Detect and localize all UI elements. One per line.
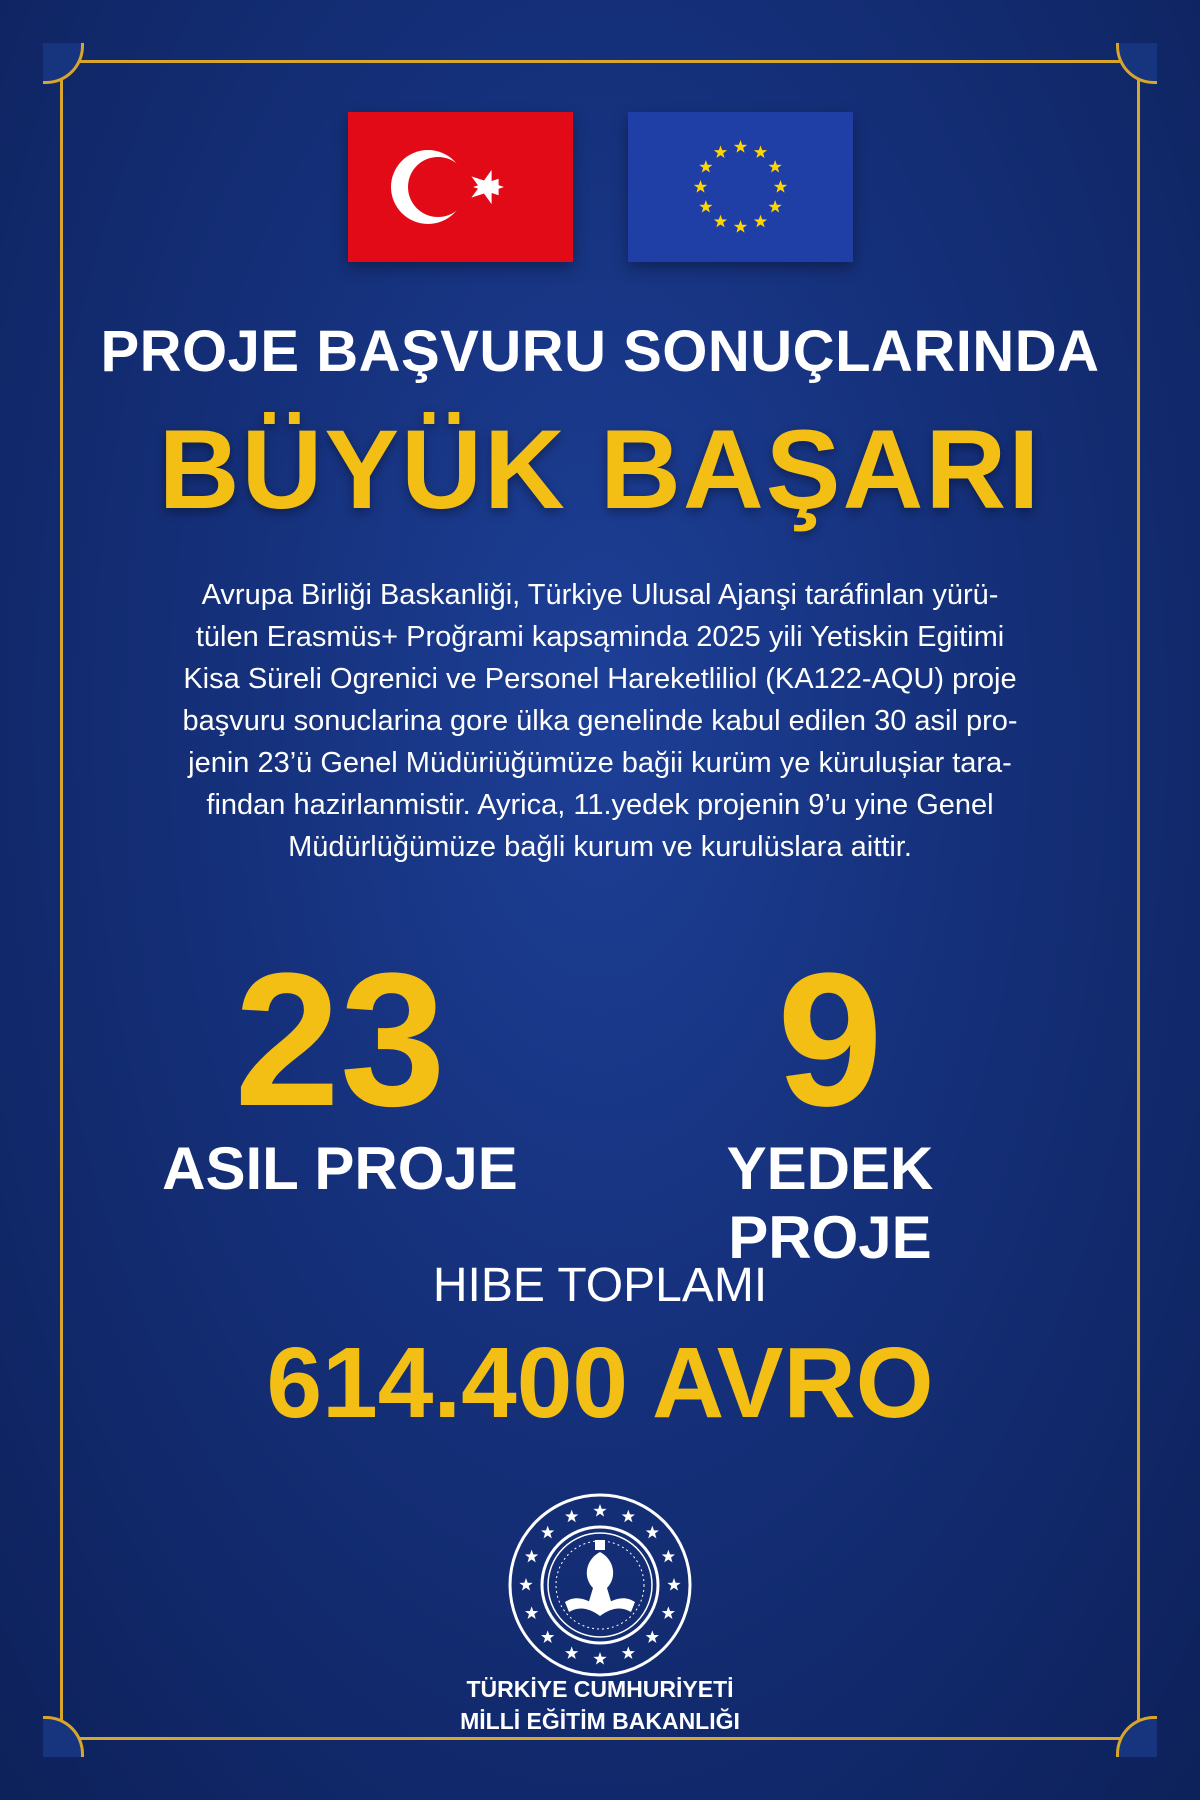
seal-star xyxy=(662,1550,675,1563)
ministry-seal-icon xyxy=(505,1490,695,1680)
main-projects-stat xyxy=(130,934,550,1203)
eu-flag-icon xyxy=(628,112,853,262)
reserve-projects-count: 9 xyxy=(777,934,883,1146)
headline-line2: BÜYÜK BAŞARI xyxy=(158,407,1042,532)
turkey-flag-icon xyxy=(348,112,573,262)
frame-corner xyxy=(43,43,84,84)
frame-corner xyxy=(1116,43,1157,84)
body-line: Müdürlüğümüze bağli kurum ve kurulüslara aittir. xyxy=(288,831,912,863)
org-line2: MİLLİ EĞİTİM BAKANLIĞI xyxy=(460,1708,740,1734)
decorative-frame xyxy=(60,60,1140,1740)
main-projects-count: 23 xyxy=(234,934,446,1146)
seal-star xyxy=(622,1646,635,1659)
flags-row xyxy=(0,112,1200,262)
main-projects-label: ASIL PROJE xyxy=(162,1135,518,1202)
organization-name xyxy=(0,1673,1200,1737)
seal-star xyxy=(622,1510,635,1523)
seal-star xyxy=(565,1646,578,1659)
seal-star xyxy=(667,1578,680,1591)
body-line: başvuru sonuclarina gore ülka genelinde kabul edilen 30 asil pro- xyxy=(182,705,1018,737)
seal-star xyxy=(541,1526,554,1539)
grant-value: 614.400 AVRO xyxy=(266,1327,934,1439)
body-line: Avrupa Birliği Baskanliği, Türkiye Ulusal Ajanşi taráfinlan yürü- xyxy=(201,579,999,611)
body-line: findan hazirlanmistir. Ayrica, 11.yedek projenin 9’u yine Genel xyxy=(206,789,994,821)
reserve-projects-label: YEDEK PROJE xyxy=(726,1135,934,1271)
body-line: tülen Erasmüs+ Proğrami kapsąminda 2025 yili Yetiskin Egitimi xyxy=(195,621,1005,653)
seal-star xyxy=(646,1526,659,1539)
seal-star xyxy=(525,1606,538,1619)
seal-star xyxy=(565,1510,578,1523)
seal-star xyxy=(593,1504,606,1517)
body-line: Kisa Süreli Ogrenici ve Personel Hareketliliol (KA122-AQU) proje xyxy=(183,663,1017,695)
seal-star xyxy=(593,1652,606,1665)
seal-star xyxy=(525,1550,538,1563)
grant-label: HIBE TOPLAMI xyxy=(432,1259,768,1312)
seal-star xyxy=(646,1630,659,1643)
seal-star xyxy=(662,1606,675,1619)
seal-star xyxy=(519,1578,532,1591)
body-line: jenin 23’ü Genel Müdüriüğümüze bağii kurüm ye kürulușiar tara- xyxy=(188,747,1012,779)
seal-star xyxy=(541,1630,554,1643)
body-paragraph xyxy=(120,574,1080,868)
headline-line1: PROJE BAŞVURU SONUÇLARINDA xyxy=(100,319,1100,384)
org-line1: TÜRKİYE CUMHURİYETİ xyxy=(466,1676,734,1702)
reserve-projects-stat xyxy=(620,934,1040,1272)
